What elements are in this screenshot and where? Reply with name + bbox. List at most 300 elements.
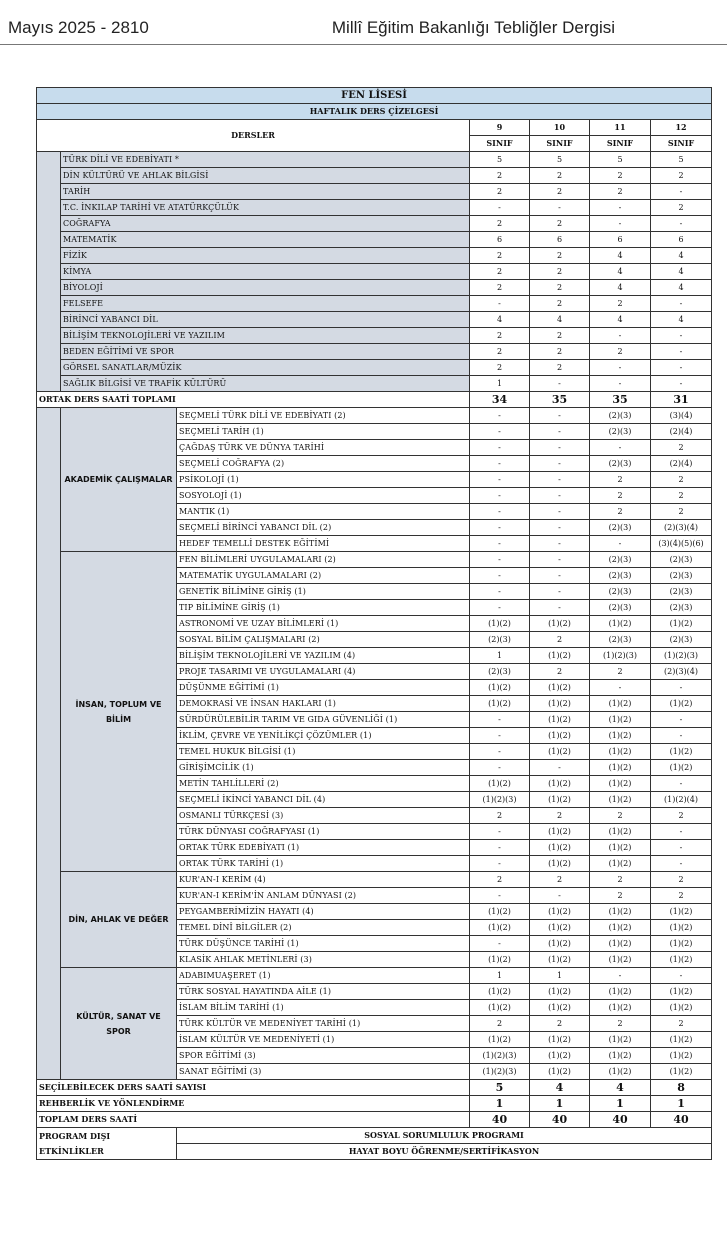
hours-cell: -: [470, 584, 530, 600]
hours-cell: 2: [530, 248, 590, 264]
table-row: [37, 152, 712, 168]
hours-cell: -: [470, 856, 530, 872]
hours-cell: (1)(2): [530, 728, 590, 744]
hours-cell: -: [530, 504, 590, 520]
hours-cell: -: [530, 760, 590, 776]
hours-cell: (1)(2): [530, 920, 590, 936]
totals-value: 8: [651, 1080, 712, 1096]
hours-cell: -: [470, 472, 530, 488]
hours-cell: (1)(2): [470, 616, 530, 632]
hours-cell: (2)(3): [651, 552, 712, 568]
hours-cell: (1)(2): [590, 824, 651, 840]
hours-cell: 2: [470, 280, 530, 296]
hours-cell: 2: [590, 1016, 651, 1032]
subject-name: DİN KÜLTÜRÜ VE AHLAK BİLGİSİ: [61, 168, 470, 184]
hours-cell: (1)(2): [590, 728, 651, 744]
table-row: [37, 376, 712, 392]
hours-cell: 2: [470, 344, 530, 360]
subject-name: DEMOKRASİ VE İNSAN HAKLARI (1): [177, 696, 470, 712]
hours-cell: (2)(3): [590, 456, 651, 472]
hours-cell: (1)(2): [651, 616, 712, 632]
hours-cell: 4: [651, 248, 712, 264]
hours-cell: (1)(2): [590, 744, 651, 760]
hours-cell: (2)(4): [651, 456, 712, 472]
hours-cell: (2)(3): [590, 632, 651, 648]
totals-row: [37, 1096, 712, 1112]
totals-value: 1: [590, 1096, 651, 1112]
hours-cell: 2: [470, 872, 530, 888]
subject-name: MATEMATİK: [61, 232, 470, 248]
grade-header: 10: [530, 120, 590, 136]
subject-name: SAĞLIK BİLGİSİ VE TRAFİK KÜLTÜRÜ: [61, 376, 470, 392]
hours-cell: -: [470, 520, 530, 536]
grade-header: 12: [651, 120, 712, 136]
hours-cell: 2: [590, 504, 651, 520]
hours-cell: -: [651, 360, 712, 376]
hours-cell: 2: [470, 1016, 530, 1032]
group-label: AKADEMİK ÇALIŞMALAR: [61, 408, 177, 552]
subject-name: TÜRK DİLİ VE EDEBİYATI *: [61, 152, 470, 168]
hours-cell: (1)(2): [590, 1032, 651, 1048]
hours-cell: -: [470, 568, 530, 584]
hours-cell: (1)(2): [590, 856, 651, 872]
hours-cell: 2: [651, 1016, 712, 1032]
subject-name: ÇAĞDAŞ TÜRK VE DÜNYA TARİHİ: [177, 440, 470, 456]
hours-cell: (2)(3): [590, 584, 651, 600]
table-row: [37, 312, 712, 328]
hours-cell: 2: [651, 440, 712, 456]
hours-cell: 5: [590, 152, 651, 168]
hours-cell: 2: [530, 632, 590, 648]
hours-cell: (1)(2): [590, 760, 651, 776]
hours-cell: 2: [530, 664, 590, 680]
table-row: [37, 168, 712, 184]
hours-cell: 2: [530, 808, 590, 824]
hours-cell: 5: [470, 152, 530, 168]
hours-cell: (2)(3): [651, 600, 712, 616]
table-row: [37, 408, 712, 424]
sinif-header: SINIF: [590, 136, 651, 152]
hours-cell: 2: [651, 200, 712, 216]
hours-cell: 4: [470, 312, 530, 328]
hours-cell: -: [530, 520, 590, 536]
totals-value: 40: [470, 1112, 530, 1128]
hours-cell: (1)(2): [530, 824, 590, 840]
hours-cell: 2: [651, 888, 712, 904]
subject-name: ASTRONOMİ VE UZAY BİLİMLERİ (1): [177, 616, 470, 632]
hours-cell: (1)(2): [651, 744, 712, 760]
hours-cell: -: [590, 200, 651, 216]
hours-cell: -: [590, 680, 651, 696]
subject-name: MATEMATİK UYGULAMALARI (2): [177, 568, 470, 584]
hours-cell: (1)(2): [530, 744, 590, 760]
hours-cell: (3)(4): [651, 408, 712, 424]
hours-cell: (1)(2): [590, 936, 651, 952]
subject-name: PROJE TASARIMI VE UYGULAMALARI (4): [177, 664, 470, 680]
hours-cell: 2: [590, 872, 651, 888]
hours-cell: (2)(3): [590, 424, 651, 440]
subject-name: KUR'AN-I KERİM (4): [177, 872, 470, 888]
subject-name: KUR'AN-I KERİM'İN ANLAM DÜNYASI (2): [177, 888, 470, 904]
hours-cell: (2)(3): [651, 568, 712, 584]
hours-cell: 6: [530, 232, 590, 248]
hours-cell: -: [470, 536, 530, 552]
totals-value: 40: [530, 1112, 590, 1128]
hours-cell: (1)(2): [470, 680, 530, 696]
hours-cell: -: [590, 376, 651, 392]
title-row: [37, 88, 712, 104]
hours-cell: 2: [590, 808, 651, 824]
column-header-row: [37, 120, 712, 136]
hours-cell: -: [590, 216, 651, 232]
hours-cell: (1)(2): [651, 904, 712, 920]
hours-cell: 6: [651, 232, 712, 248]
hours-cell: (1)(2): [651, 1064, 712, 1080]
ortak-total-value: 35: [530, 392, 590, 408]
header-divider: [0, 44, 727, 45]
table-row: [37, 296, 712, 312]
hours-cell: (1)(2): [651, 1048, 712, 1064]
subject-name: TÜRK DÜNYASI COĞRAFYASI (1): [177, 824, 470, 840]
hours-cell: (1)(2): [530, 776, 590, 792]
hours-cell: -: [470, 712, 530, 728]
hours-cell: -: [470, 744, 530, 760]
hours-cell: -: [470, 488, 530, 504]
subject-name: İKLİM, ÇEVRE VE YENİLİKÇİ ÇÖZÜMLER (1): [177, 728, 470, 744]
hours-cell: (1)(2)(3): [651, 648, 712, 664]
hours-cell: -: [651, 776, 712, 792]
hours-cell: (1)(2): [530, 1000, 590, 1016]
hours-cell: -: [651, 680, 712, 696]
hours-cell: (1)(2): [530, 840, 590, 856]
totals-label: REHBERLİK VE YÖNLENDİRME: [37, 1096, 470, 1112]
hours-cell: -: [530, 408, 590, 424]
hours-cell: -: [651, 296, 712, 312]
hours-cell: 5: [651, 152, 712, 168]
subject-name: ORTAK TÜRK EDEBİYATI (1): [177, 840, 470, 856]
program-disi-item: SOSYAL SORUMLULUK PROGRAMI: [177, 1128, 712, 1144]
subject-name: TARİH: [61, 184, 470, 200]
totals-value: 4: [590, 1080, 651, 1096]
totals-value: 1: [530, 1096, 590, 1112]
hours-cell: -: [470, 824, 530, 840]
hours-cell: 2: [590, 168, 651, 184]
table-row: [37, 264, 712, 280]
subject-name: KLASİK AHLAK METİNLERİ (3): [177, 952, 470, 968]
weekly-schedule-table: [36, 87, 712, 1160]
hours-cell: (1)(2): [590, 904, 651, 920]
hours-cell: (1)(2): [590, 792, 651, 808]
hours-cell: -: [530, 456, 590, 472]
table-title: FEN LİSESİ: [37, 88, 712, 104]
subject-name: İSLAM BİLİM TARİHİ (1): [177, 1000, 470, 1016]
hours-cell: 2: [470, 184, 530, 200]
hours-cell: (1)(2): [651, 984, 712, 1000]
hours-cell: 2: [651, 472, 712, 488]
ortak-total-value: 31: [651, 392, 712, 408]
hours-cell: (2)(3): [590, 408, 651, 424]
hours-cell: -: [530, 488, 590, 504]
hours-cell: -: [470, 456, 530, 472]
subject-name: ORTAK TÜRK TARİHİ (1): [177, 856, 470, 872]
hours-cell: (1)(2): [470, 776, 530, 792]
hours-cell: -: [651, 824, 712, 840]
hours-cell: 2: [590, 888, 651, 904]
hours-cell: (1)(2): [470, 696, 530, 712]
program-disi-label: PROGRAM DIŞI ETKİNLİKLER: [37, 1128, 177, 1160]
hours-cell: 2: [590, 296, 651, 312]
hours-cell: (1)(2): [590, 1048, 651, 1064]
totals-value: 5: [470, 1080, 530, 1096]
hours-cell: -: [530, 568, 590, 584]
hours-cell: 2: [651, 168, 712, 184]
subject-name: SEÇMELİ TÜRK DİLİ VE EDEBİYATI (2): [177, 408, 470, 424]
hours-cell: -: [590, 328, 651, 344]
table-row: [37, 248, 712, 264]
hours-cell: (1)(2)(3): [470, 1048, 530, 1064]
sinif-header: SINIF: [651, 136, 712, 152]
hours-cell: -: [470, 936, 530, 952]
totals-value: 4: [530, 1080, 590, 1096]
hours-cell: (1)(2): [590, 1000, 651, 1016]
table-row: [37, 216, 712, 232]
hours-cell: 2: [590, 664, 651, 680]
group-label: DİN, AHLAK VE DEĞER: [61, 872, 177, 968]
hours-cell: -: [530, 536, 590, 552]
hours-cell: -: [651, 968, 712, 984]
subject-name: GENETİK BİLİMİNE GİRİŞ (1): [177, 584, 470, 600]
hours-cell: -: [530, 552, 590, 568]
group-label: İNSAN, TOPLUM VE BİLİM: [61, 552, 177, 872]
hours-cell: 2: [530, 280, 590, 296]
hours-cell: -: [590, 536, 651, 552]
secmeli-dersler-label: [37, 408, 61, 1080]
hours-cell: (1)(2): [470, 984, 530, 1000]
subject-name: KİMYA: [61, 264, 470, 280]
hours-cell: 6: [590, 232, 651, 248]
totals-row: [37, 1080, 712, 1096]
subject-name: GÖRSEL SANATLAR/MÜZİK: [61, 360, 470, 376]
hours-cell: -: [530, 472, 590, 488]
hours-cell: 2: [590, 344, 651, 360]
hours-cell: 5: [530, 152, 590, 168]
hours-cell: (1)(2): [530, 616, 590, 632]
hours-cell: 2: [470, 168, 530, 184]
hours-cell: (1)(2): [470, 1000, 530, 1016]
hours-cell: 2: [651, 808, 712, 824]
totals-label: SEÇİLEBİLECEK DERS SAATİ SAYISI: [37, 1080, 470, 1096]
program-disi-row: [37, 1128, 712, 1144]
hours-cell: 2: [530, 344, 590, 360]
sinif-header: SINIF: [530, 136, 590, 152]
hours-cell: -: [651, 728, 712, 744]
hours-cell: (2)(3): [470, 632, 530, 648]
subject-name: TIP BİLİMİNE GİRİŞ (1): [177, 600, 470, 616]
hours-cell: 2: [530, 1016, 590, 1032]
subject-name: TÜRK SOSYAL HAYATINDA AİLE (1): [177, 984, 470, 1000]
hours-cell: -: [651, 376, 712, 392]
subject-name: SOSYAL BİLİM ÇALIŞMALARI (2): [177, 632, 470, 648]
hours-cell: -: [651, 840, 712, 856]
hours-cell: 2: [530, 168, 590, 184]
hours-cell: 2: [651, 504, 712, 520]
subject-name: BİYOLOJİ: [61, 280, 470, 296]
journal-title: Millî Eğitim Bakanlığı Tebliğler Dergisi: [331, 18, 615, 37]
hours-cell: -: [651, 712, 712, 728]
hours-cell: (1)(2): [651, 696, 712, 712]
table-row: [37, 280, 712, 296]
subject-name: METİN TAHLİLLERİ (2): [177, 776, 470, 792]
hours-cell: (1)(2)(4): [651, 792, 712, 808]
subject-name: SEÇMELİ BİRİNCİ YABANCI DİL (2): [177, 520, 470, 536]
subject-name: GİRİŞİMCİLİK (1): [177, 760, 470, 776]
hours-cell: (1)(2)(3): [470, 792, 530, 808]
totals-row: [37, 1112, 712, 1128]
hours-cell: (1)(2): [530, 696, 590, 712]
subject-name: TEMEL HUKUK BİLGİSİ (1): [177, 744, 470, 760]
hours-cell: (2)(4): [651, 424, 712, 440]
hours-cell: 2: [590, 184, 651, 200]
hours-cell: (1)(2): [530, 712, 590, 728]
dersler-header: DERSLER: [37, 120, 470, 152]
page-header: [0, 0, 727, 46]
subject-name: FELSEFE: [61, 296, 470, 312]
hours-cell: (1)(2): [590, 920, 651, 936]
hours-cell: 1: [470, 968, 530, 984]
table-row: [37, 200, 712, 216]
hours-cell: (1)(2): [530, 1032, 590, 1048]
hours-cell: (1)(2): [590, 984, 651, 1000]
hours-cell: (1)(2)(3): [470, 1064, 530, 1080]
hours-cell: (2)(3): [590, 520, 651, 536]
hours-cell: (1)(2): [590, 840, 651, 856]
subject-name: BİLİŞİM TEKNOLOJİLERİ VE YAZILIM: [61, 328, 470, 344]
hours-cell: (1)(2): [530, 1048, 590, 1064]
subject-name: BİLİŞİM TEKNOLOJİLERİ VE YAZILIM (4): [177, 648, 470, 664]
table-row: [37, 968, 712, 984]
hours-cell: -: [470, 728, 530, 744]
subject-name: SEÇMELİ İKİNCİ YABANCI DİL (4): [177, 792, 470, 808]
hours-cell: -: [470, 888, 530, 904]
table-subtitle: HAFTALIK DERS ÇİZELGESİ: [37, 104, 712, 120]
table-row: [37, 872, 712, 888]
hours-cell: 2: [590, 488, 651, 504]
subject-name: TÜRK DÜŞÜNCE TARİHİ (1): [177, 936, 470, 952]
hours-cell: 2: [651, 488, 712, 504]
hours-cell: 1: [470, 648, 530, 664]
subject-name: TEMEL DİNÎ BİLGİLER (2): [177, 920, 470, 936]
program-disi-item: HAYAT BOYU ÖĞRENME/SERTİFİKASYON: [177, 1144, 712, 1160]
hours-cell: 4: [590, 312, 651, 328]
hours-cell: 6: [470, 232, 530, 248]
subject-name: ADABIMUAŞERET (1): [177, 968, 470, 984]
subject-name: SPOR EĞİTİMİ (3): [177, 1048, 470, 1064]
hours-cell: -: [530, 440, 590, 456]
hours-cell: 4: [530, 312, 590, 328]
table-row: [37, 552, 712, 568]
hours-cell: (1)(2): [470, 920, 530, 936]
subject-name: PEYGAMBERİMİZİN HAYATI (4): [177, 904, 470, 920]
hours-cell: -: [470, 424, 530, 440]
hours-cell: 4: [651, 264, 712, 280]
subject-name: FEN BİLİMLERİ UYGULAMALARI (2): [177, 552, 470, 568]
subject-name: OSMANLI TÜRKÇESİ (3): [177, 808, 470, 824]
hours-cell: (1)(2): [530, 680, 590, 696]
hours-cell: -: [590, 360, 651, 376]
hours-cell: -: [651, 856, 712, 872]
hours-cell: (2)(3): [590, 568, 651, 584]
hours-cell: -: [530, 600, 590, 616]
hours-cell: (1)(2): [651, 1000, 712, 1016]
sinif-header: SINIF: [470, 136, 530, 152]
totals-value: 1: [470, 1096, 530, 1112]
hours-cell: 2: [470, 248, 530, 264]
hours-cell: -: [470, 408, 530, 424]
ortak-dersler-label: [37, 152, 61, 392]
hours-cell: -: [470, 760, 530, 776]
grade-header: 9: [470, 120, 530, 136]
hours-cell: -: [470, 840, 530, 856]
hours-cell: (1)(2): [530, 1064, 590, 1080]
totals-value: 40: [590, 1112, 651, 1128]
hours-cell: -: [530, 584, 590, 600]
subject-name: DÜŞÜNME EĞİTİMİ (1): [177, 680, 470, 696]
hours-cell: 2: [530, 328, 590, 344]
subject-name: TÜRK KÜLTÜR VE MEDENİYET TARİHİ (1): [177, 1016, 470, 1032]
hours-cell: (1)(2): [470, 904, 530, 920]
hours-cell: (2)(3)(4): [651, 520, 712, 536]
totals-label: TOPLAM DERS SAATİ: [37, 1112, 470, 1128]
hours-cell: (1)(2): [530, 984, 590, 1000]
ortak-total-row: [37, 392, 712, 408]
issue-date: Mayıs 2025 - 2810: [8, 18, 149, 37]
hours-cell: 2: [590, 472, 651, 488]
hours-cell: -: [590, 968, 651, 984]
hours-cell: 2: [530, 264, 590, 280]
subject-name: COĞRAFYA: [61, 216, 470, 232]
hours-cell: (1)(2): [651, 920, 712, 936]
hours-cell: 2: [530, 360, 590, 376]
hours-cell: (1)(2): [530, 792, 590, 808]
hours-cell: (1)(2): [470, 1032, 530, 1048]
hours-cell: -: [470, 296, 530, 312]
hours-cell: 1: [530, 968, 590, 984]
hours-cell: -: [590, 440, 651, 456]
hours-cell: 4: [651, 312, 712, 328]
group-label: KÜLTÜR, SANAT VE SPOR: [61, 968, 177, 1080]
subject-name: SÜRDÜRÜLEBİLİR TARIM VE GIDA GÜVENLİĞİ (1): [177, 712, 470, 728]
subject-name: MANTIK (1): [177, 504, 470, 520]
hours-cell: -: [651, 328, 712, 344]
hours-cell: 2: [530, 296, 590, 312]
subject-name: T.C. İNKILAP TARİHİ VE ATATÜRKÇÜLÜK: [61, 200, 470, 216]
subject-name: SOSYOLOJİ (1): [177, 488, 470, 504]
subject-name: BEDEN EĞİTİMİ VE SPOR: [61, 344, 470, 360]
totals-value: 40: [651, 1112, 712, 1128]
hours-cell: (1)(2): [651, 1032, 712, 1048]
hours-cell: -: [470, 552, 530, 568]
hours-cell: 4: [590, 264, 651, 280]
hours-cell: 2: [470, 808, 530, 824]
hours-cell: (3)(4)(5)(6): [651, 536, 712, 552]
hours-cell: (1)(2): [470, 952, 530, 968]
hours-cell: 1: [470, 376, 530, 392]
hours-cell: 4: [590, 280, 651, 296]
table-row: [37, 232, 712, 248]
hours-cell: (1)(2): [590, 952, 651, 968]
subject-name: SANAT EĞİTİMİ (3): [177, 1064, 470, 1080]
hours-cell: 4: [590, 248, 651, 264]
